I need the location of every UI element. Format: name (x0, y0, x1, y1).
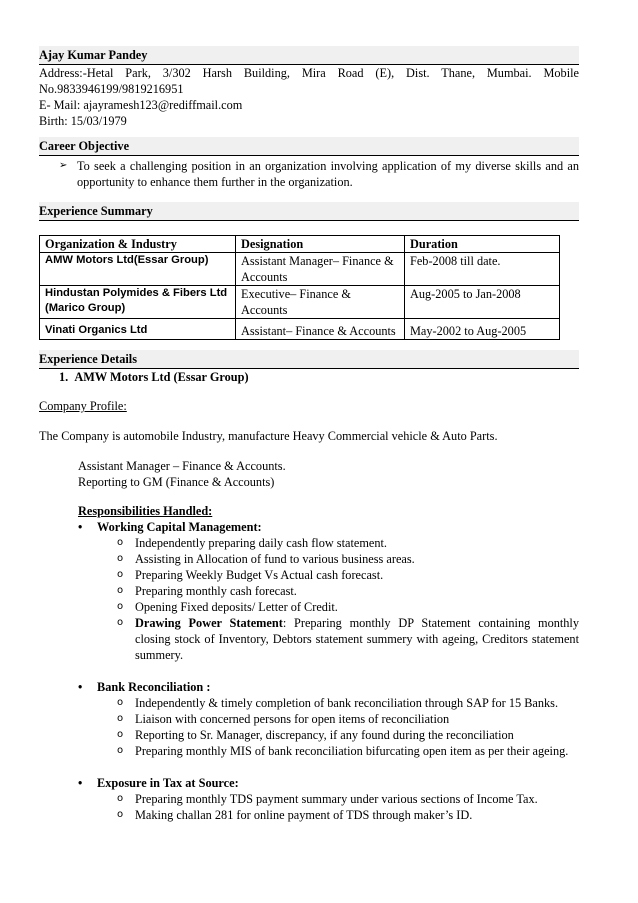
category-title: Exposure in Tax at Source: (97, 776, 239, 790)
list-item: o Reporting to Sr. Manager, discrepancy, if any found during the reconciliation (117, 728, 514, 742)
company-profile-text: The Company is automobile Industry, manufacture Heavy Commercial vehicle & Auto Parts. (39, 429, 498, 443)
list-item: o Preparing monthly MIS of bank reconciliation bifurcating open item as per their ageing. (117, 744, 569, 758)
experience-details-heading: Experience Details (39, 350, 579, 369)
cell-designation: Assistant Manager– Finance & Accounts (236, 253, 405, 286)
list-item: o Preparing Weekly Budget Vs Actual cash forecast. (117, 568, 384, 582)
table-header-row (40, 236, 560, 253)
list-item: o Preparing monthly cash forecast. (117, 584, 297, 598)
objective-text: To seek a challenging position in an organization involving application of my diverse skills and an opportunity to enhance them further in the organization. (77, 159, 579, 189)
address-line: Address:-Hetal Park, 3/302 Harsh Building, Mira Road (E), Dist. Thane, Mumbai. Mobile No.9833946199/9819216951 (39, 66, 579, 96)
category-working-capital (78, 519, 579, 535)
bank-reconciliation-list (117, 695, 579, 759)
circle-bullet-icon: o (117, 697, 124, 708)
column-header-designation: Designation (236, 236, 405, 253)
cell-duration: Aug-2005 to Jan-2008 (405, 286, 560, 319)
table-row (40, 253, 560, 286)
experience-summary-heading: Experience Summary (39, 202, 579, 221)
dps-text: : Preparing monthly DP Statement containing monthly closing stock of Inventory, Debtors statement summery with ageing, Creditors statement summery. (135, 616, 579, 662)
category-tax-at-source (78, 775, 579, 791)
reporting-line: Reporting to GM (Finance & Accounts) (78, 475, 275, 489)
tax-at-source-list (117, 791, 579, 823)
cell-organization: Vinati Organics Ltd (40, 319, 236, 340)
table-row (40, 286, 560, 319)
candidate-name: Ajay Kumar Pandey (39, 46, 579, 65)
experience-table (39, 235, 560, 340)
list-item: o Preparing monthly TDS payment summary under various sections of Income Tax. (117, 792, 538, 806)
category-title: Working Capital Management: (97, 520, 262, 534)
bullet-icon: • (78, 520, 83, 534)
cell-duration: Feb-2008 till date. (405, 253, 560, 286)
bullet-icon: • (78, 776, 83, 790)
list-item: o Opening Fixed deposits/ Letter of Credit. (117, 600, 338, 614)
list-item: o Assisting in Allocation of fund to various business areas. (117, 552, 415, 566)
email-line: E- Mail: ajayramesh123@rediffmail.com (39, 98, 243, 112)
bullet-icon: • (78, 680, 83, 694)
objective-item (59, 158, 579, 190)
circle-bullet-icon: o (117, 793, 124, 804)
cell-organization: Hindustan Polymides & Fibers Ltd (Marico Group) (40, 286, 236, 319)
list-item: o Independently preparing daily cash flow statement. (117, 536, 388, 550)
cell-designation: Assistant– Finance & Accounts (236, 319, 405, 340)
category-bank-reconciliation (78, 679, 579, 695)
list-item: o Liaison with concerned persons for open items of reconciliation (117, 712, 450, 726)
working-capital-list (117, 535, 579, 663)
table-row (40, 319, 560, 340)
column-header-duration: Duration (405, 236, 560, 253)
list-item: o Independently & timely completion of bank reconciliation through SAP for 15 Banks. (117, 696, 559, 710)
company-profile-label: Company Profile: (39, 399, 127, 413)
company-title: 1. AMW Motors Ltd (Essar Group) (59, 370, 249, 384)
category-title: Bank Reconciliation : (97, 680, 211, 694)
column-header-organization: Organization & Industry (40, 236, 236, 253)
circle-bullet-icon: o (117, 745, 124, 756)
birth-line: Birth: 15/03/1979 (39, 114, 127, 128)
circle-bullet-icon: o (117, 553, 124, 564)
circle-bullet-icon: o (117, 713, 124, 724)
arrow-bullet-icon: ➢ (59, 160, 68, 171)
circle-bullet-icon: o (117, 585, 124, 596)
career-objective-heading: Career Objective (39, 137, 579, 156)
resume-page (39, 46, 579, 823)
circle-bullet-icon: o (117, 601, 124, 612)
list-item: o Making challan 281 for online payment of TDS through maker’s ID. (117, 808, 473, 822)
cell-designation: Executive– Finance & Accounts (236, 286, 405, 319)
list-item (117, 615, 579, 663)
circle-bullet-icon: o (117, 729, 124, 740)
responsibilities-label: Responsibilities Handled: (78, 504, 213, 518)
circle-bullet-icon: o (117, 537, 124, 548)
role-line: Assistant Manager – Finance & Accounts. (78, 459, 286, 473)
cell-organization: AMW Motors Ltd(Essar Group) (40, 253, 236, 286)
circle-bullet-icon: o (117, 617, 124, 628)
cell-duration: May-2002 to Aug-2005 (405, 319, 560, 340)
dps-bold-label: Drawing Power Statement (135, 616, 283, 630)
circle-bullet-icon: o (117, 809, 124, 820)
circle-bullet-icon: o (117, 569, 124, 580)
